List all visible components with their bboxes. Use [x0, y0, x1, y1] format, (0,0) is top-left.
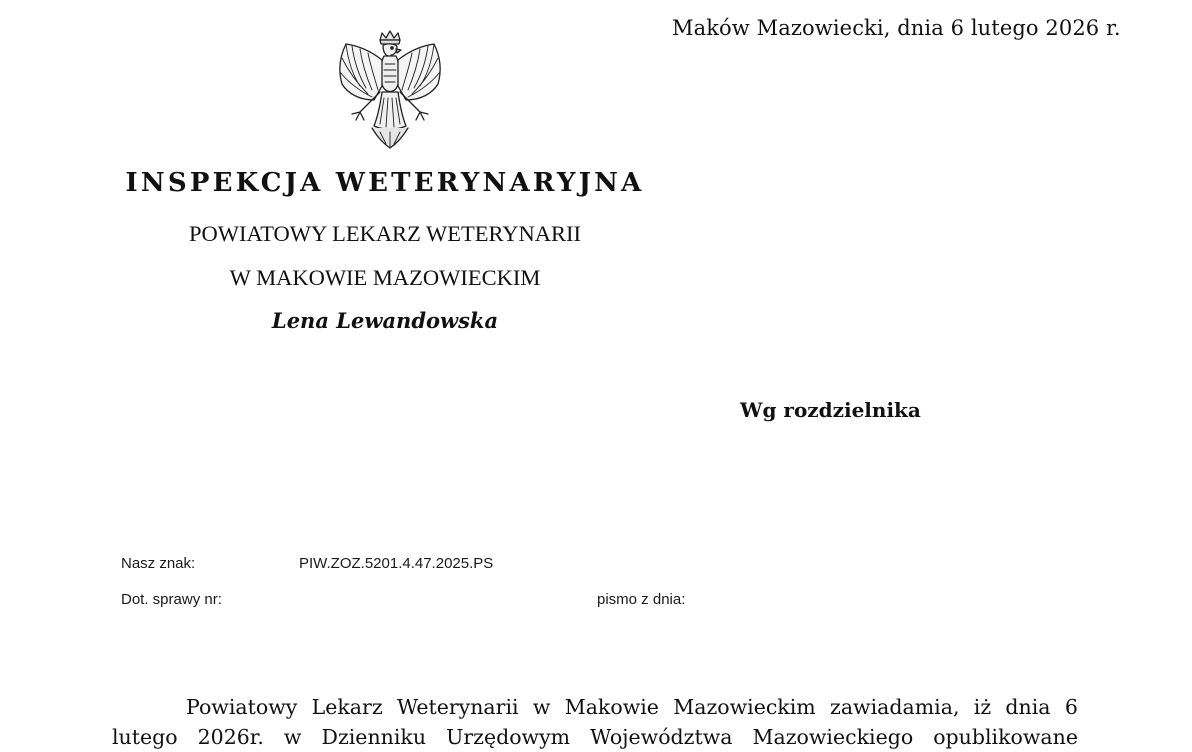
- body-word: zawiadamia,: [830, 695, 960, 719]
- body-word: Dzienniku: [321, 725, 427, 749]
- institution-title: INSPEKCJA WETERYNARYJNA: [125, 168, 645, 198]
- polish-eagle-emblem-icon: [334, 30, 446, 152]
- recipient: Wg rozdzielnika: [740, 398, 921, 422]
- body-word: Lekarz: [311, 695, 383, 719]
- office-title-line2: W MAKOWIE MAZOWIECKIM: [229, 265, 541, 290]
- office-title-line1: POWIATOWY LEKARZ WETERYNARII: [188, 221, 582, 246]
- body-word: w: [532, 695, 551, 719]
- body-word: lutego: [112, 725, 178, 749]
- body-word: Powiatowy: [186, 695, 298, 719]
- body-line-2: [112, 722, 1078, 752]
- body-line-1: [112, 692, 1078, 722]
- body-word: Urzędowym: [446, 725, 571, 749]
- body-word: Weterynarii: [396, 695, 519, 719]
- case-number-label: Dot. sprawy nr:: [121, 591, 222, 608]
- letter-body: [112, 692, 1078, 752]
- our-reference-label: Nasz znak:: [121, 555, 196, 572]
- body-word: 2026r.: [197, 725, 264, 749]
- our-reference-value: PIW.ZOZ.5201.4.47.2025.PS: [299, 555, 494, 572]
- place-date: Maków Mazowiecki, dnia 6 lutego 2026 r.: [672, 16, 1121, 40]
- body-word: Mazowieckiego: [752, 725, 914, 749]
- letter-date-label: pismo z dnia:: [597, 591, 686, 608]
- body-word: 6: [1064, 695, 1078, 719]
- official-name: Lena Lewandowska: [271, 308, 499, 333]
- body-word: iż: [973, 695, 992, 719]
- body-word: opublikowane: [933, 725, 1078, 749]
- body-word: dnia: [1005, 695, 1051, 719]
- body-word: Mazowieckim: [673, 695, 816, 719]
- body-word: Województwa: [590, 725, 733, 749]
- body-word: w: [283, 725, 302, 749]
- body-word: Makowie: [564, 695, 659, 719]
